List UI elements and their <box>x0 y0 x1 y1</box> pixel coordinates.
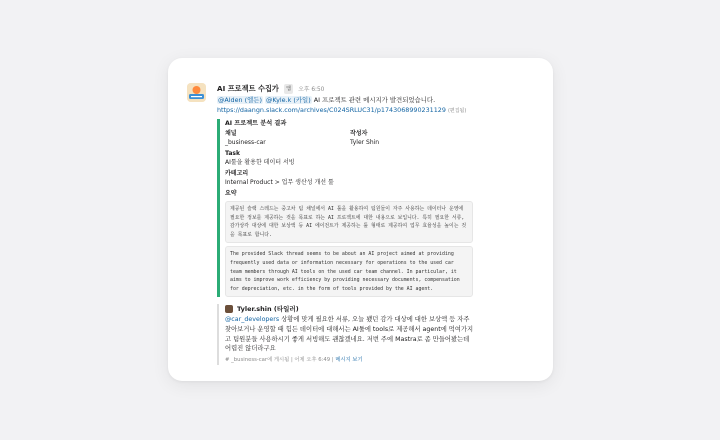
thread-link[interactable]: https://daangn.slack.com/archives/C024SRLUC31/p1743068990231129 <box>217 106 446 114</box>
footer-time: 어제 오후 6:49 <box>294 356 331 363</box>
reply-author[interactable]: Tyler.shin (타일러) <box>237 305 299 314</box>
app-badge: 앱 <box>286 86 291 92</box>
author-label: 작성자 <box>350 130 368 137</box>
task-label: Task <box>225 150 240 157</box>
mention-alden[interactable]: @Alden (엘든) <box>218 96 262 104</box>
message-text: AI 프로젝트 관련 메시지가 발견되었습니다. <box>313 96 436 104</box>
message-link-line <box>217 105 529 116</box>
analysis-attachment <box>217 119 529 297</box>
attachment-title: AI 프로젝트 분석 결과 <box>225 120 287 127</box>
summary-label: 요약 <box>225 190 237 197</box>
mention-car-developers[interactable]: @car_developers <box>225 316 280 324</box>
task-value: AI툴을 활용한 데이터 서빙 <box>225 159 295 166</box>
view-message-link[interactable]: 메시지 보기 <box>335 356 363 363</box>
message-time[interactable]: 오후 6:50 <box>298 87 325 93</box>
quoted-reply <box>217 304 477 364</box>
reply-footer: # _business-car에 게시됨 | 어제 오후 6:49 | 메시지 보기 <box>225 356 363 363</box>
footer-channel[interactable]: # _business-car에 게시됨 <box>225 356 290 363</box>
reply-body <box>225 315 477 353</box>
summary-korean-block: 제공된 슬랙 스레드는 중고차 팀 채널에서 AI 툴을 활용하여 팀원들이 자주 사용하는 데이터나 운영에 필요한 정보를 제공하는 것을 목표로 하는 AI 프로젝트에 대한 내용으로 보입니다. 특히 필요한 서류, 감가상각 대상에 대한 보상액 등 AI 에이전트가 제공하는 툴 형태로 제공하여 업무 효율성을 높이는 것을 목표로 합니다. <box>225 201 473 243</box>
app-avatar[interactable] <box>187 83 206 102</box>
slack-message <box>217 84 529 365</box>
message-body <box>217 95 529 105</box>
message-header <box>217 84 529 95</box>
message-card <box>168 58 553 381</box>
summary-english-block: The provided Slack thread seems to be about an AI project aimed at providing frequently used data or information necessary for operations to the used car team members through AI tools on the used car team channel. In particular, it aims to improve work efficiency by providing necessary documents, compensation for depreciation, etc. in the form of tools provided by the AI agent. <box>225 246 473 297</box>
user-avatar[interactable] <box>225 305 233 313</box>
reply-header <box>225 304 477 314</box>
channel-label: 채널 <box>225 130 237 137</box>
category-label: 카테고리 <box>225 170 249 177</box>
category-value: Internal Product > 업무 생산성 개선 툴 <box>225 179 334 186</box>
attachment-fields <box>225 129 529 149</box>
author-value: Tyler Shin <box>350 139 380 146</box>
channel-value: _business-car <box>225 139 266 146</box>
mention-kyle[interactable]: @Kyle.k (카일) <box>266 96 311 104</box>
reply-text: 상황에 맞게 필요한 서류, 오늘 뵀던 감가 대상에 대한 보상액 등 자주 찾아보거나 운영할 때 힘든 데이터에 대해서는 AI툴에 tools로 제공해서 agent에 먹여가지고 팀원분들 사용하시기 좋게 서빙해도 괜찮겠네요. 저번 주에 Mastra로 좀 만들어봤는데 어렵진 않더라구요 <box>225 316 474 353</box>
sender-name[interactable]: AI 프로젝트 수집가 <box>217 84 279 93</box>
edited-label: (편집됨) <box>447 108 467 114</box>
